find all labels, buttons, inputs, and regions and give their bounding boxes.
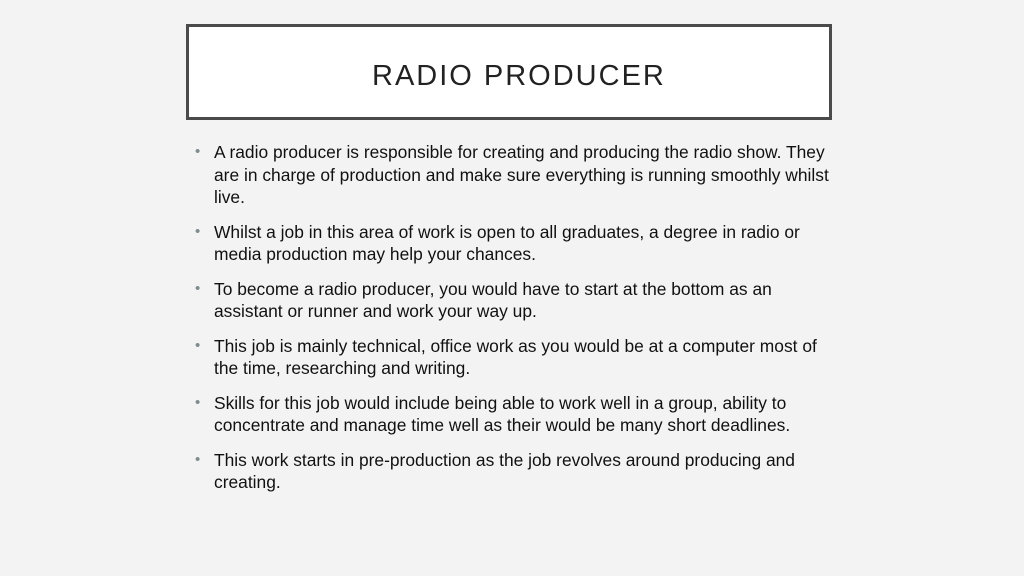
bullet-item-6 (195, 449, 835, 494)
bullet-text-4: This job is mainly technical, office work as you would be at a computer most of the time, researching and writing. (214, 335, 817, 378)
bullet-item-2 (195, 221, 835, 266)
bullet-list (195, 141, 835, 506)
bullet-dot-icon: • (195, 143, 201, 160)
bullet-item-1 (195, 141, 835, 209)
bullet-dot-icon: • (195, 279, 201, 297)
bullet-text-1: A radio producer is responsible for creating and producing the radio show. They are in charge of production and make sure everything is running smoothly whilst live. (214, 142, 829, 207)
bullet-text-3: To become a radio producer, you would have to start at the bottom as an assistant or runner and work your way up. (214, 278, 772, 321)
bullet-dot-icon: • (195, 222, 201, 240)
bullet-text-6: This work starts in pre-production as the job revolves around producing and creating. (214, 449, 795, 492)
bullet-dot-icon: • (195, 393, 201, 411)
bullet-dot-icon: • (195, 336, 201, 354)
bullet-item-3 (195, 278, 835, 323)
title-box (186, 24, 832, 120)
slide-title: RADIO PRODUCER (372, 60, 666, 92)
bullet-text-2: Whilst a job in this area of work is open to all graduates, a degree in radio or media production may help your chances. (214, 221, 800, 264)
bullet-item-4 (195, 335, 835, 380)
bullet-dot-icon: • (195, 450, 201, 468)
bullet-text-5: Skills for this job would include being able to work well in a group, ability to concentrate and manage time well as their would be many short deadlines. (214, 392, 791, 435)
bullet-item-5 (195, 392, 835, 437)
